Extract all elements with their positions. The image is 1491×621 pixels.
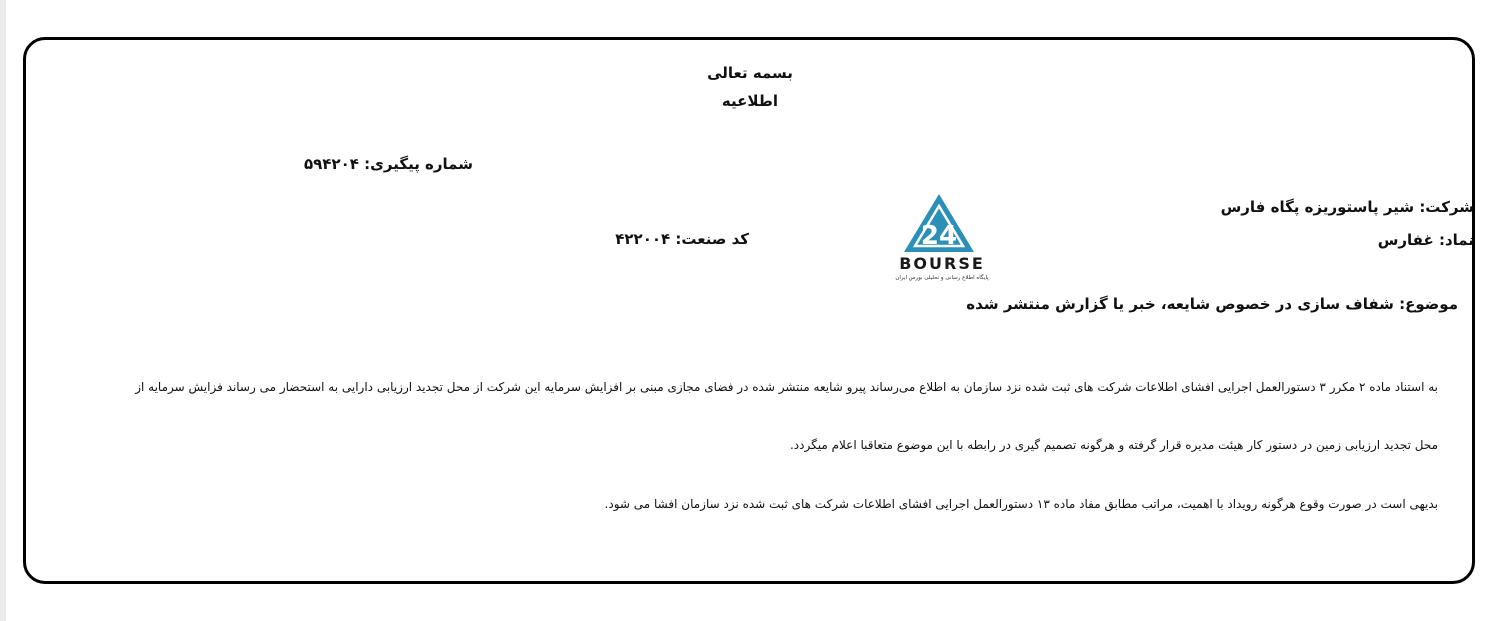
logo-tagline-text: پایگاه اطلاع رسانی و تحلیلی بورس ایران <box>895 275 989 281</box>
bourse24-logo-mark <box>884 192 1000 282</box>
tracking-value: ۵۹۴۲۰۴ <box>303 155 359 173</box>
subject-value: شفاف سازی در خصوص شایعه، خبر یا گزارش منتشر شده <box>966 295 1394 313</box>
symbol-label: نماد: <box>1438 231 1474 249</box>
bourse24-logo <box>884 192 1000 282</box>
body-paragraph-line-2: محل تجدید ارزیابی زمین در دستور کار هیئت مدیره قرار گرفته و هرگونه تصمیم گیری در رابطه با این موضوع متعاقبا اعلام میگردد. <box>789 438 1438 452</box>
logo-mark-text: 24 <box>920 221 958 251</box>
ticker-symbol <box>1378 231 1474 249</box>
notice-subject <box>966 295 1458 313</box>
page-title: اطلاعیه <box>721 92 779 110</box>
window-edge <box>0 0 6 621</box>
symbol-value: غفارس <box>1377 231 1434 249</box>
industry-value: ۴۲۲۰۰۴ <box>615 230 671 248</box>
industry-code <box>615 230 749 248</box>
company-value: شیر پاستوریزه پگاه فارس <box>1220 198 1415 216</box>
company-name <box>1221 198 1474 216</box>
company-label: شرکت: <box>1419 198 1474 216</box>
tracking-number <box>304 155 473 173</box>
industry-label: کد صنعت: <box>675 230 749 248</box>
subject-label: موضوع: <box>1399 295 1458 313</box>
bismillah-heading: بسمه تعالی <box>707 64 793 82</box>
body-paragraph-line-3: بدیهی است در صورت وقوع هرگونه رویداد با اهمیت، مراتب مطابق مفاد ماده ۱۳ دستورالعمل اجرایی افشای اطلاعات شرکت های ثبت شده نزد سازمان افشا می شود. <box>604 497 1438 511</box>
logo-brand-text: BOURSE <box>899 254 985 273</box>
body-paragraph-line-1: به استناد ماده ۲ مکرر ۳ دستورالعمل اجرایی افشای اطلاعات شرکت های ثبت شده نزد سازمان به اطلاع می‌رساند پیرو شایعه منتشر شده در فضای مجازی مبنی بر افزایش سرمایه این شرکت از محل تجدید ارزیابی دارایی به استحضار می رساند فزایش سرمایه از <box>135 380 1438 394</box>
tracking-label: شماره پیگیری: <box>364 155 473 173</box>
